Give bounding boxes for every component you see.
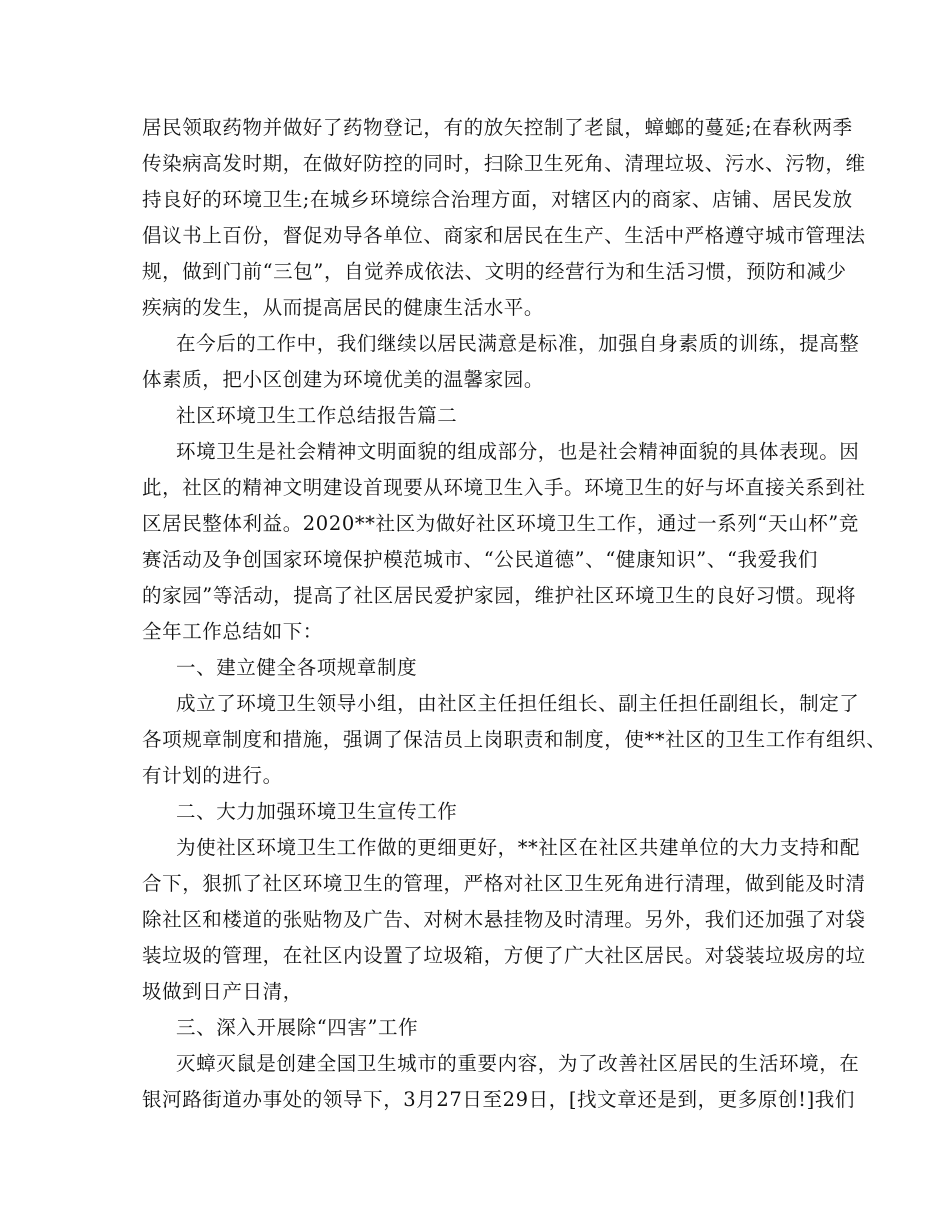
section-heading: 社区环境卫生工作总结报告篇二	[176, 404, 458, 427]
text-line: 此，社区的精神文明建设首现要从环境卫生入手。环境卫生的好与坏直接关系到社	[142, 476, 866, 499]
text-line: 圾做到日产日清，	[142, 980, 303, 1003]
text-line: 的家园”等活动，提高了社区居民爱护家园，维护社区环境卫生的良好习惯。现将	[142, 584, 857, 607]
subsection-heading: 二、大力加强环境卫生宣传工作	[176, 800, 458, 823]
paragraph-first-line: 成立了环境卫生领导小组，由社区主任担任组长、副主任担任副组长，制定了	[176, 692, 860, 715]
subsection-heading: 一、建立健全各项规章制度	[176, 656, 418, 679]
text-line: 有计划的进行。	[142, 764, 283, 787]
paragraph-first-line: 在今后的工作中，我们继续以居民满意是标准，加强自身素质的训练，提高整	[176, 332, 860, 355]
text-line: 倡议书上百份，督促劝导各单位、商家和居民在生产、生活中严格遵守城市管理法	[142, 224, 866, 247]
text-line: 各项规章制度和措施，强调了保洁员上岗职责和制度，使**社区的卫生工作有组织、	[142, 728, 887, 751]
text-line: 合下，狠抓了社区环境卫生的管理，严格对社区卫生死角进行清理，做到能及时清	[142, 872, 866, 895]
text-line: 区居民整体利益。2020**社区为做好社区环境卫生工作，通过一系列“天山杯”竞	[142, 512, 859, 535]
subsection-heading: 三、深入开展除“四害”工作	[176, 1016, 419, 1039]
text-line: 体素质，把小区创建为环境优美的温馨家园。	[142, 368, 545, 391]
text-line: 居民领取药物并做好了药物登记，有的放矢控制了老鼠，蟑螂的蔓延;在春秋两季	[142, 116, 853, 139]
text-line: 银河路街道办事处的领导下，3月27日至29日，[找文章还是到，更多原创!]我们	[142, 1088, 855, 1111]
text-line: 全年工作总结如下：	[142, 620, 323, 643]
text-line: 规，做到门前“三包”，自觉养成依法、文明的经营行为和生活习惯，预防和减少	[142, 260, 847, 283]
text-line: 赛活动及争创国家环境保护模范城市、“公民道德”、“健康知识”、“我爱我们	[142, 548, 818, 571]
paragraph-first-line: 环境卫生是社会精神文明面貌的组成部分，也是社会精神面貌的具体表现。因	[176, 440, 860, 463]
text-line: 疾病的发生，从而提高居民的健康生活水平。	[142, 296, 545, 319]
paragraph-first-line: 为使社区环境卫生工作做的更细更好，**社区在社区共建单位的大力支持和配	[176, 836, 861, 859]
text-line: 除社区和楼道的张贴物及广告、对树木悬挂物及时清理。另外，我们还加强了对袋	[142, 908, 866, 931]
text-line: 装垃圾的管理，在社区内设置了垃圾箱，方便了广大社区居民。对袋装垃圾房的垃	[142, 944, 866, 967]
text-line: 传染病高发时期，在做好防控的同时，扫除卫生死角、清理垃圾、污水、污物，维	[142, 152, 866, 175]
text-line: 持良好的环境卫生;在城乡环境综合治理方面，对辖区内的商家、店铺、居民发放	[142, 188, 853, 211]
paragraph-first-line: 灭蟑灭鼠是创建全国卫生城市的重要内容，为了改善社区居民的生活环境，在	[176, 1052, 860, 1075]
